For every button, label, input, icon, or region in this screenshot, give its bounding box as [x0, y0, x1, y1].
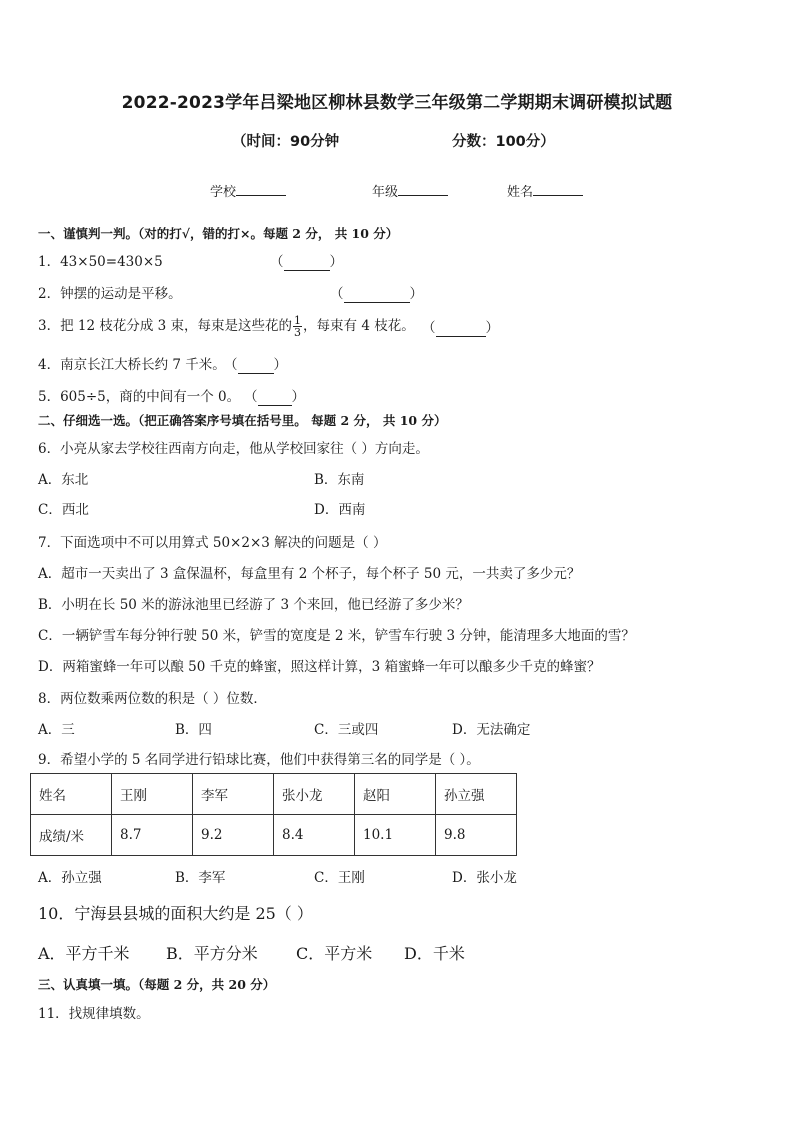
option-6b[interactable]: B．东南	[314, 472, 365, 488]
name-label: 姓名	[507, 185, 534, 200]
answer-1[interactable]: （ ）	[270, 254, 343, 270]
school-blank[interactable]	[236, 182, 286, 196]
question-2: 2．钟摆的运动是平移。	[38, 286, 182, 302]
option-7d[interactable]: D．两箱蜜蜂一年可以酿 50 千克的蜂蜜，照这样计算，3 箱蜜蜂一年可以酿多少千克的蜂蜜？	[38, 659, 601, 675]
section3-heading: 三、认真填一填。（每题 2 分，共 20 分）	[38, 977, 276, 992]
option-10a[interactable]: A．平方千米	[38, 944, 130, 963]
answer-5[interactable]: （ ）	[244, 389, 305, 405]
table-cell: 8.7	[112, 815, 193, 856]
answer-4[interactable]: （ ）	[224, 357, 287, 373]
option-7a[interactable]: A．超市一天卖出了 3 盒保温杯，每盒里有 2 个杯子，每个杯子 50 元，一共卖了多少元？	[38, 566, 581, 582]
table-cell: 孙立强	[436, 774, 517, 815]
answer-3[interactable]: （ ）	[422, 320, 499, 336]
grade-field[interactable]	[372, 181, 448, 200]
table-cell: 姓名	[31, 774, 112, 815]
shot-put-results-table	[30, 773, 517, 856]
option-6c[interactable]: C．西北	[38, 502, 89, 518]
question-5: 5．605÷5，商的中间有一个 0。	[38, 389, 241, 405]
table-cell: 9.8	[436, 815, 517, 856]
table-cell: 王刚	[112, 774, 193, 815]
table-cell: 8.4	[274, 815, 355, 856]
grade-blank[interactable]	[398, 182, 448, 196]
page-title: 2022-2023学年吕梁地区柳林县数学三年级第二学期期末调研模拟试题	[121, 93, 673, 113]
question-4: 4．南京长江大桥长约 7 千米。	[38, 357, 226, 373]
question-6: 6．小亮从家去学校往西南方向走，他从学校回家往（ ）方向走。	[38, 441, 429, 457]
option-9b[interactable]: B．李军	[175, 870, 226, 886]
option-10c[interactable]: C．平方米	[296, 944, 373, 963]
table-cell: 9.2	[193, 815, 274, 856]
option-8b[interactable]: B．四	[175, 722, 212, 738]
name-blank[interactable]	[533, 182, 583, 196]
question-9: 9．希望小学的 5 名同学进行铅球比赛，他们中获得第三名的同学是（ ）。	[38, 752, 480, 768]
table-row	[31, 815, 517, 856]
question-1: 1．43×50=430×5	[38, 254, 163, 270]
option-9d[interactable]: D．张小龙	[452, 870, 517, 886]
question-7: 7．下面选项中不可以用算式 50×2×3 解决的问题是（ ）	[38, 535, 387, 551]
fraction-one-third: $\frac{1}{3}$	[294, 314, 302, 339]
option-10b[interactable]: B．平方分米	[166, 944, 258, 963]
option-9c[interactable]: C．王刚	[314, 870, 365, 886]
grade-label: 年级	[372, 185, 399, 200]
option-9a[interactable]: A．孙立强	[38, 870, 102, 886]
school-field[interactable]	[210, 181, 286, 200]
table-cell: 李军	[193, 774, 274, 815]
question-8: 8．两位数乘两位数的积是（ ）位数．	[38, 691, 267, 707]
question-10: 10．宁海县县城的面积大约是 25（ ）	[38, 904, 313, 923]
answer-2[interactable]: （ ）	[330, 286, 423, 302]
total-score: 分数：100分）	[452, 134, 555, 150]
time-limit: （时间：90分钟	[232, 134, 340, 150]
table-cell: 10.1	[355, 815, 436, 856]
table-cell: 赵阳	[355, 774, 436, 815]
name-field[interactable]	[507, 181, 583, 200]
option-8d[interactable]: D．无法确定	[452, 722, 531, 738]
question-11: 11．找规律填数。	[38, 1006, 150, 1022]
option-10d[interactable]: D．千米	[404, 944, 465, 963]
option-8c[interactable]: C．三或四	[314, 722, 379, 738]
option-8a[interactable]: A．三	[38, 722, 75, 738]
table-cell: 成绩/米	[31, 815, 112, 856]
option-7b[interactable]: B．小明在长 50 米的游泳池里已经游了 3 个来回，他已经游了多少米？	[38, 597, 469, 613]
option-6a[interactable]: A．东北	[38, 472, 89, 488]
school-label: 学校	[210, 185, 237, 200]
table-cell: 张小龙	[274, 774, 355, 815]
option-6d[interactable]: D．西南	[314, 502, 366, 518]
table-row	[31, 774, 517, 815]
section2-heading: 二、仔细选一选。（把正确答案序号填在括号里。 每题 2 分， 共 10 分）	[38, 413, 447, 428]
question-3: 3．把 12 枝花分成 3 束，每束是这些花的 $\frac{1}{3}$ ，每束有 4 枝花。	[38, 314, 415, 339]
option-7c[interactable]: C．一辆铲雪车每分钟行驶 50 米，铲雪的宽度是 2 米，铲雪车行驶 3 分钟，能清理多大地面的雪？	[38, 628, 635, 644]
section1-heading: 一、谨慎判一判。（对的打√，错的打×。每题 2 分， 共 10 分）	[38, 226, 399, 241]
